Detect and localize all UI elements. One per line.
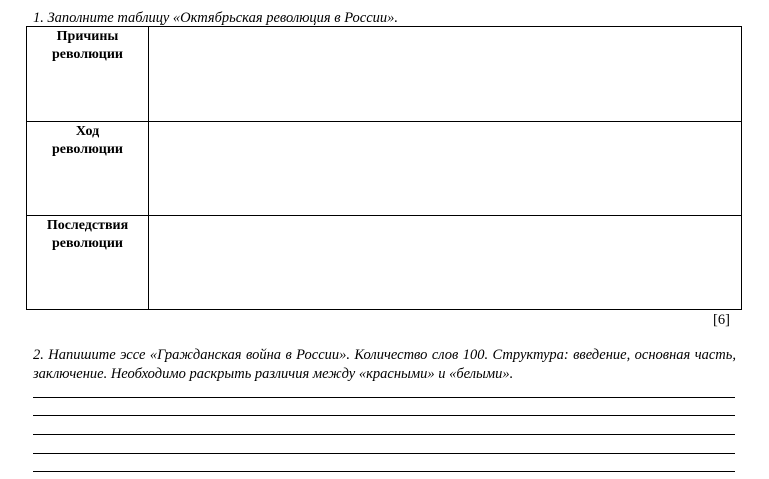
score-label: [6]: [713, 312, 730, 328]
row-label-course: [27, 122, 149, 216]
essay-answer-line[interactable]: [33, 471, 735, 472]
row-label-course-line2: революции: [51, 142, 124, 157]
task2-instructions: 2. Напишите эссе «Гражданская война в России». Количество слов 100. Структура: введение, основная часть, заключение. Необходимо раскрыть различия между «красными» и «белыми».: [33, 347, 736, 382]
row-label-causes-line2: революции: [51, 47, 124, 62]
task1-heading: 1. Заполните таблицу «Октябрьская революция в России».: [33, 10, 399, 26]
revolution-table: [26, 26, 742, 310]
table-row-course: [27, 122, 742, 216]
answer-cell-consequences[interactable]: [149, 216, 742, 310]
table-row-causes: [27, 27, 742, 122]
table-row-consequences: [27, 216, 742, 310]
row-label-consequences: [27, 216, 149, 310]
row-label-course-line1: Ход: [75, 124, 100, 139]
essay-answer-line[interactable]: [33, 415, 735, 416]
answer-cell-course[interactable]: [149, 122, 742, 216]
row-label-consequences-line1: Последствия: [46, 218, 129, 233]
answer-cell-causes[interactable]: [149, 27, 742, 122]
essay-answer-line[interactable]: [33, 453, 735, 454]
essay-answer-line[interactable]: [33, 434, 735, 435]
row-label-consequences-line2: революции: [51, 236, 124, 251]
row-label-causes: [27, 27, 149, 122]
essay-answer-line[interactable]: [33, 397, 735, 398]
row-label-causes-line1: Причины: [56, 29, 119, 44]
